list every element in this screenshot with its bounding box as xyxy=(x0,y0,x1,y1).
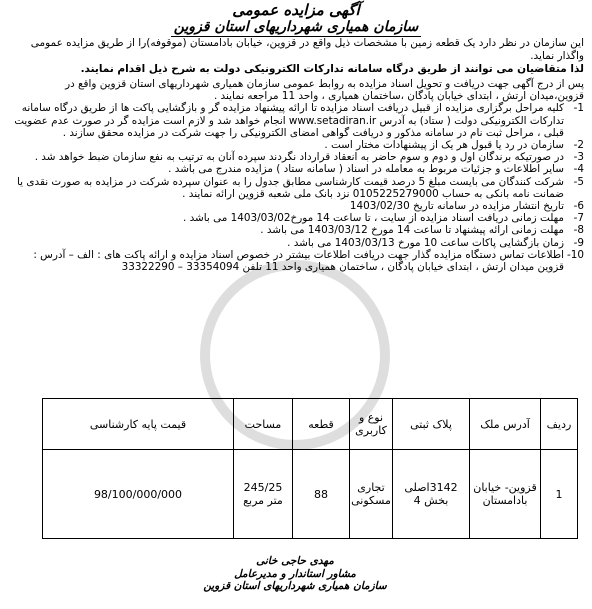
table-header-row xyxy=(43,399,578,450)
conditions-list xyxy=(0,102,592,273)
signature-block xyxy=(170,555,420,593)
table-cell: 98/100/000/000 xyxy=(43,450,234,539)
table-cell: 3142اصلی بخش 4 xyxy=(393,450,470,539)
table-cell: 245/25 متر مربع xyxy=(234,450,293,539)
organization-subtitle: سازمان همیاری شهرداریهای استان قزوین xyxy=(171,19,421,37)
list-item: 6- تاریخ انتشار مزایده در سامانه تاریخ 1403/02/30 xyxy=(349,200,584,213)
table-cell: تجاری مسکونی xyxy=(350,450,393,539)
list-item: 10- اطلاعات تماس دستگاه مزایده گذار جهت دریافت اطلاعات بیشتر در خصوص اسناد مزایده و ارائه پاکت های : الف – آدرس : قزوین میدان ارتش ، ابتدای خیابان پادگان ، ساختمان همیاری واحد 11 تلفن 33354094 – 33322290 xyxy=(33,248,584,274)
intro-bold-paragraph: لذا متقاضیان می توانند از طریق درگاه سامانه تدارکات الکترونیکی دولت به شرح ذیل اقدام نمایند. xyxy=(80,63,584,75)
column-header: آدرس ملک xyxy=(470,399,541,450)
list-item: 1- کلیه مراحل برگزاری مزایده از قبیل دریافت اسناد مزایده تا ارائه پیشنهاد مزایده گر و بازگشایی پاکت ها از طریق درگاه سامانه تدارکات الکترونیکی دولت ( ستاد) به آدرس www.setadiran.ir انجام خواهد شد و لازم است مزایده گر در صورت عدم عضویت قبلی ، مراحل ثبت نام در سامانه مذکور و دریافت گواهی امضای الکترونیکی را جهت شرکت در مزایده محقق سازند . xyxy=(14,102,584,139)
list-item: 9- زمان بازگشایی پاکات ساعت 10 مورخ 1403/03/13 می باشد . xyxy=(287,236,584,249)
column-header: قیمت پایه کارشناسی xyxy=(43,399,234,450)
table-row xyxy=(43,450,578,539)
property-table xyxy=(42,398,578,539)
column-header: مساحت xyxy=(234,399,293,450)
list-item: 3- در صورتیکه برندگان اول و دوم و سوم حاضر به انعقاد قرارداد نگردند سپرده آنان به ترتیب به نفع سازمان ضبط خواهد شد . xyxy=(34,151,584,164)
list-item: 7- مهلت زمانی دریافت اسناد مزایده از سایت ، تا ساعت 14 مورخ1403/03/02 می باشد . xyxy=(182,212,584,225)
signatory-role: مشاور استاندار و مدیرعامل xyxy=(234,567,356,580)
signatory-name: مهدی حاجی خانی xyxy=(256,555,334,567)
list-item: 5- شرکت کنندگان می بایست مبلغ 5 درصد قیمت کارشناسی مطابق جدول را به عنوان سپرده شرکت در مزایده به صورت نقدی یا ضمانت نامه بانکی به حساب 0105225279000 نزد بانک ملی شعبه قزوین ارائه نمایند . xyxy=(17,175,584,200)
list-item: 4- سایر اطلاعات و جزئیات مربوط به معامله در اسناد ( سامانه ستاد ) مزایده مندرج می باشد . xyxy=(168,163,584,176)
table-cell: 1 xyxy=(541,450,578,539)
notice-title: آگهی مزایده عمومی xyxy=(232,1,360,19)
list-item: 8- مهلت زمانی ارائه پیشنهاد تا ساعت 14 مورخ 1403/03/12 می باشد . xyxy=(260,224,584,237)
table-cell: 88 xyxy=(293,450,350,539)
column-header: پلاک ثبتی xyxy=(393,399,470,450)
intro-paragraph: این سازمان در نظر دارد یک قطعه زمین با مشخصات ذیل واقع در قزوین، خیابان بادامستان (موقوفه)را از طریق مزایده عمومی واگذار نماید. xyxy=(30,37,584,62)
column-header: نوع و کاربری xyxy=(350,399,393,450)
signatory-organization: سازمان همیاری شهرداریهای استان قزوین xyxy=(203,580,387,592)
list-item: 2- سازمان در رد یا قبول هر یک از پیشنهادات مختار است . xyxy=(324,139,584,152)
table-cell: قزوین- خیابان بادامستان xyxy=(470,450,541,539)
column-header: قطعه xyxy=(293,399,350,450)
lead-paragraph: پس از درج آگهی جهت دریافت و تحویل اسناد مزایده به روابط عمومی سازمان همیاری شهرداریهای استان قزوین واقع در قزوین،میدان ارتش ، ابتدای خیابان پادگان ،ساختمان همیاری ، واحد 11 مراجعه نمایند . xyxy=(65,78,584,103)
column-header: ردیف xyxy=(541,399,578,450)
